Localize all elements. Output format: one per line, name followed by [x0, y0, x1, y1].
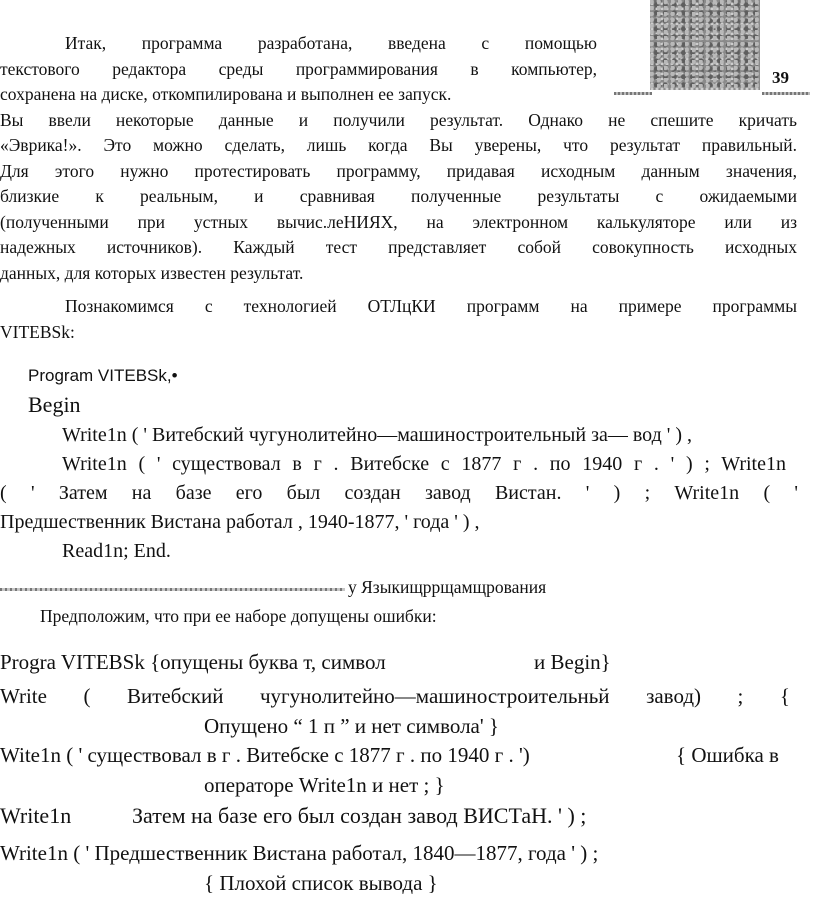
program-line: Предшественник Вистана работал , 1940-1877, ' года ' ) , — [0, 511, 480, 533]
error-line-8: { Плохой список вывода } — [204, 871, 438, 895]
intro-line: Итак, программа разработана, введена с помощью — [65, 33, 597, 53]
intro-paragraph — [0, 31, 800, 286]
error-line-3: Опущено “ 1 п ” и нет символа' } — [204, 714, 499, 738]
error-line-4: Wite1n ( ' существовал в г . Витебске с 1877 г . по 1940 г . ') — [0, 743, 530, 767]
intro-line: близкие к реальным, и сравнивая полученные результаты с ожидаемыми — [0, 186, 797, 206]
tech-line: VITEBSk: — [0, 321, 75, 342]
program-line: Write1n ( ' Витебский чугунолитейно—машиностроительный за— вод ' ) , — [62, 424, 693, 446]
intro-line: Вы ввели некоторые данные и получили результат. Однако не спешите кричать — [0, 109, 797, 130]
program-line: Write1n ( ' существовал в г . Витебске с 1877 г . по 1940 г . ' ) ; Write1n — [62, 453, 786, 475]
error-line-1b: и Begin} — [534, 650, 611, 674]
program-line: ( ' Затем на базе его был создан завод Вистан. ' ) ; Write1n ( ' — [0, 482, 798, 504]
program-begin: Begin — [28, 392, 81, 417]
intro-line: сохранена на диске, откомпилирована и выполнен ее запуск. — [0, 84, 452, 104]
error-line-6b: Затем на базе его был создан завод ВИСТаН. ' ) ; — [132, 803, 587, 828]
program-header: Program VITEBSk,• — [28, 366, 178, 385]
intro-line: «Эврика!». Это можно сделать, лишь когда Вы уверены, что результат правильный. — [0, 135, 797, 155]
error-line-2: Write ( Витебский чугунолитейно—машиностроительньй завод) ; { — [0, 684, 790, 708]
assumption-line: Предположим, что при ее наборе допущены ошибки: — [40, 606, 437, 626]
error-line-4b: { Ошибка в — [676, 743, 779, 767]
intro-line: (полученными при устных вычис.леНИЯХ, на электронном калькуляторе или из — [0, 211, 797, 232]
section-heading: у Языкищррщамщрования — [348, 577, 547, 597]
intro-line: Для этого нужно протестировать программу, придавая исходным данным значения, — [0, 160, 797, 181]
technology-paragraph — [0, 294, 800, 345]
error-line-1a: Progra VITEBSk {опущены буква т, символ — [0, 650, 386, 674]
intro-line: текстового редактора среды программирования в компьютер, — [0, 58, 597, 79]
error-line-6a: Write1n — [0, 803, 72, 828]
error-line-5: операторе Write1n и нет ; } — [204, 773, 445, 797]
program-listing — [0, 421, 800, 566]
section-rule — [0, 588, 345, 591]
intro-line: данных, для которых известен результат. — [0, 262, 304, 283]
error-line-7: Write1n ( ' Предшественник Вистана работал, 1840—1877, года ' ) ; — [0, 841, 599, 865]
page-number: 39 — [772, 68, 789, 87]
intro-line: надежных источников). Каждый тест представляет собой совокупность исходных — [0, 237, 797, 257]
program-line: Read1n; End. — [62, 540, 171, 562]
tech-line: Познакомимся с технологией ОТЛцКИ программ на примере программы — [65, 296, 797, 316]
